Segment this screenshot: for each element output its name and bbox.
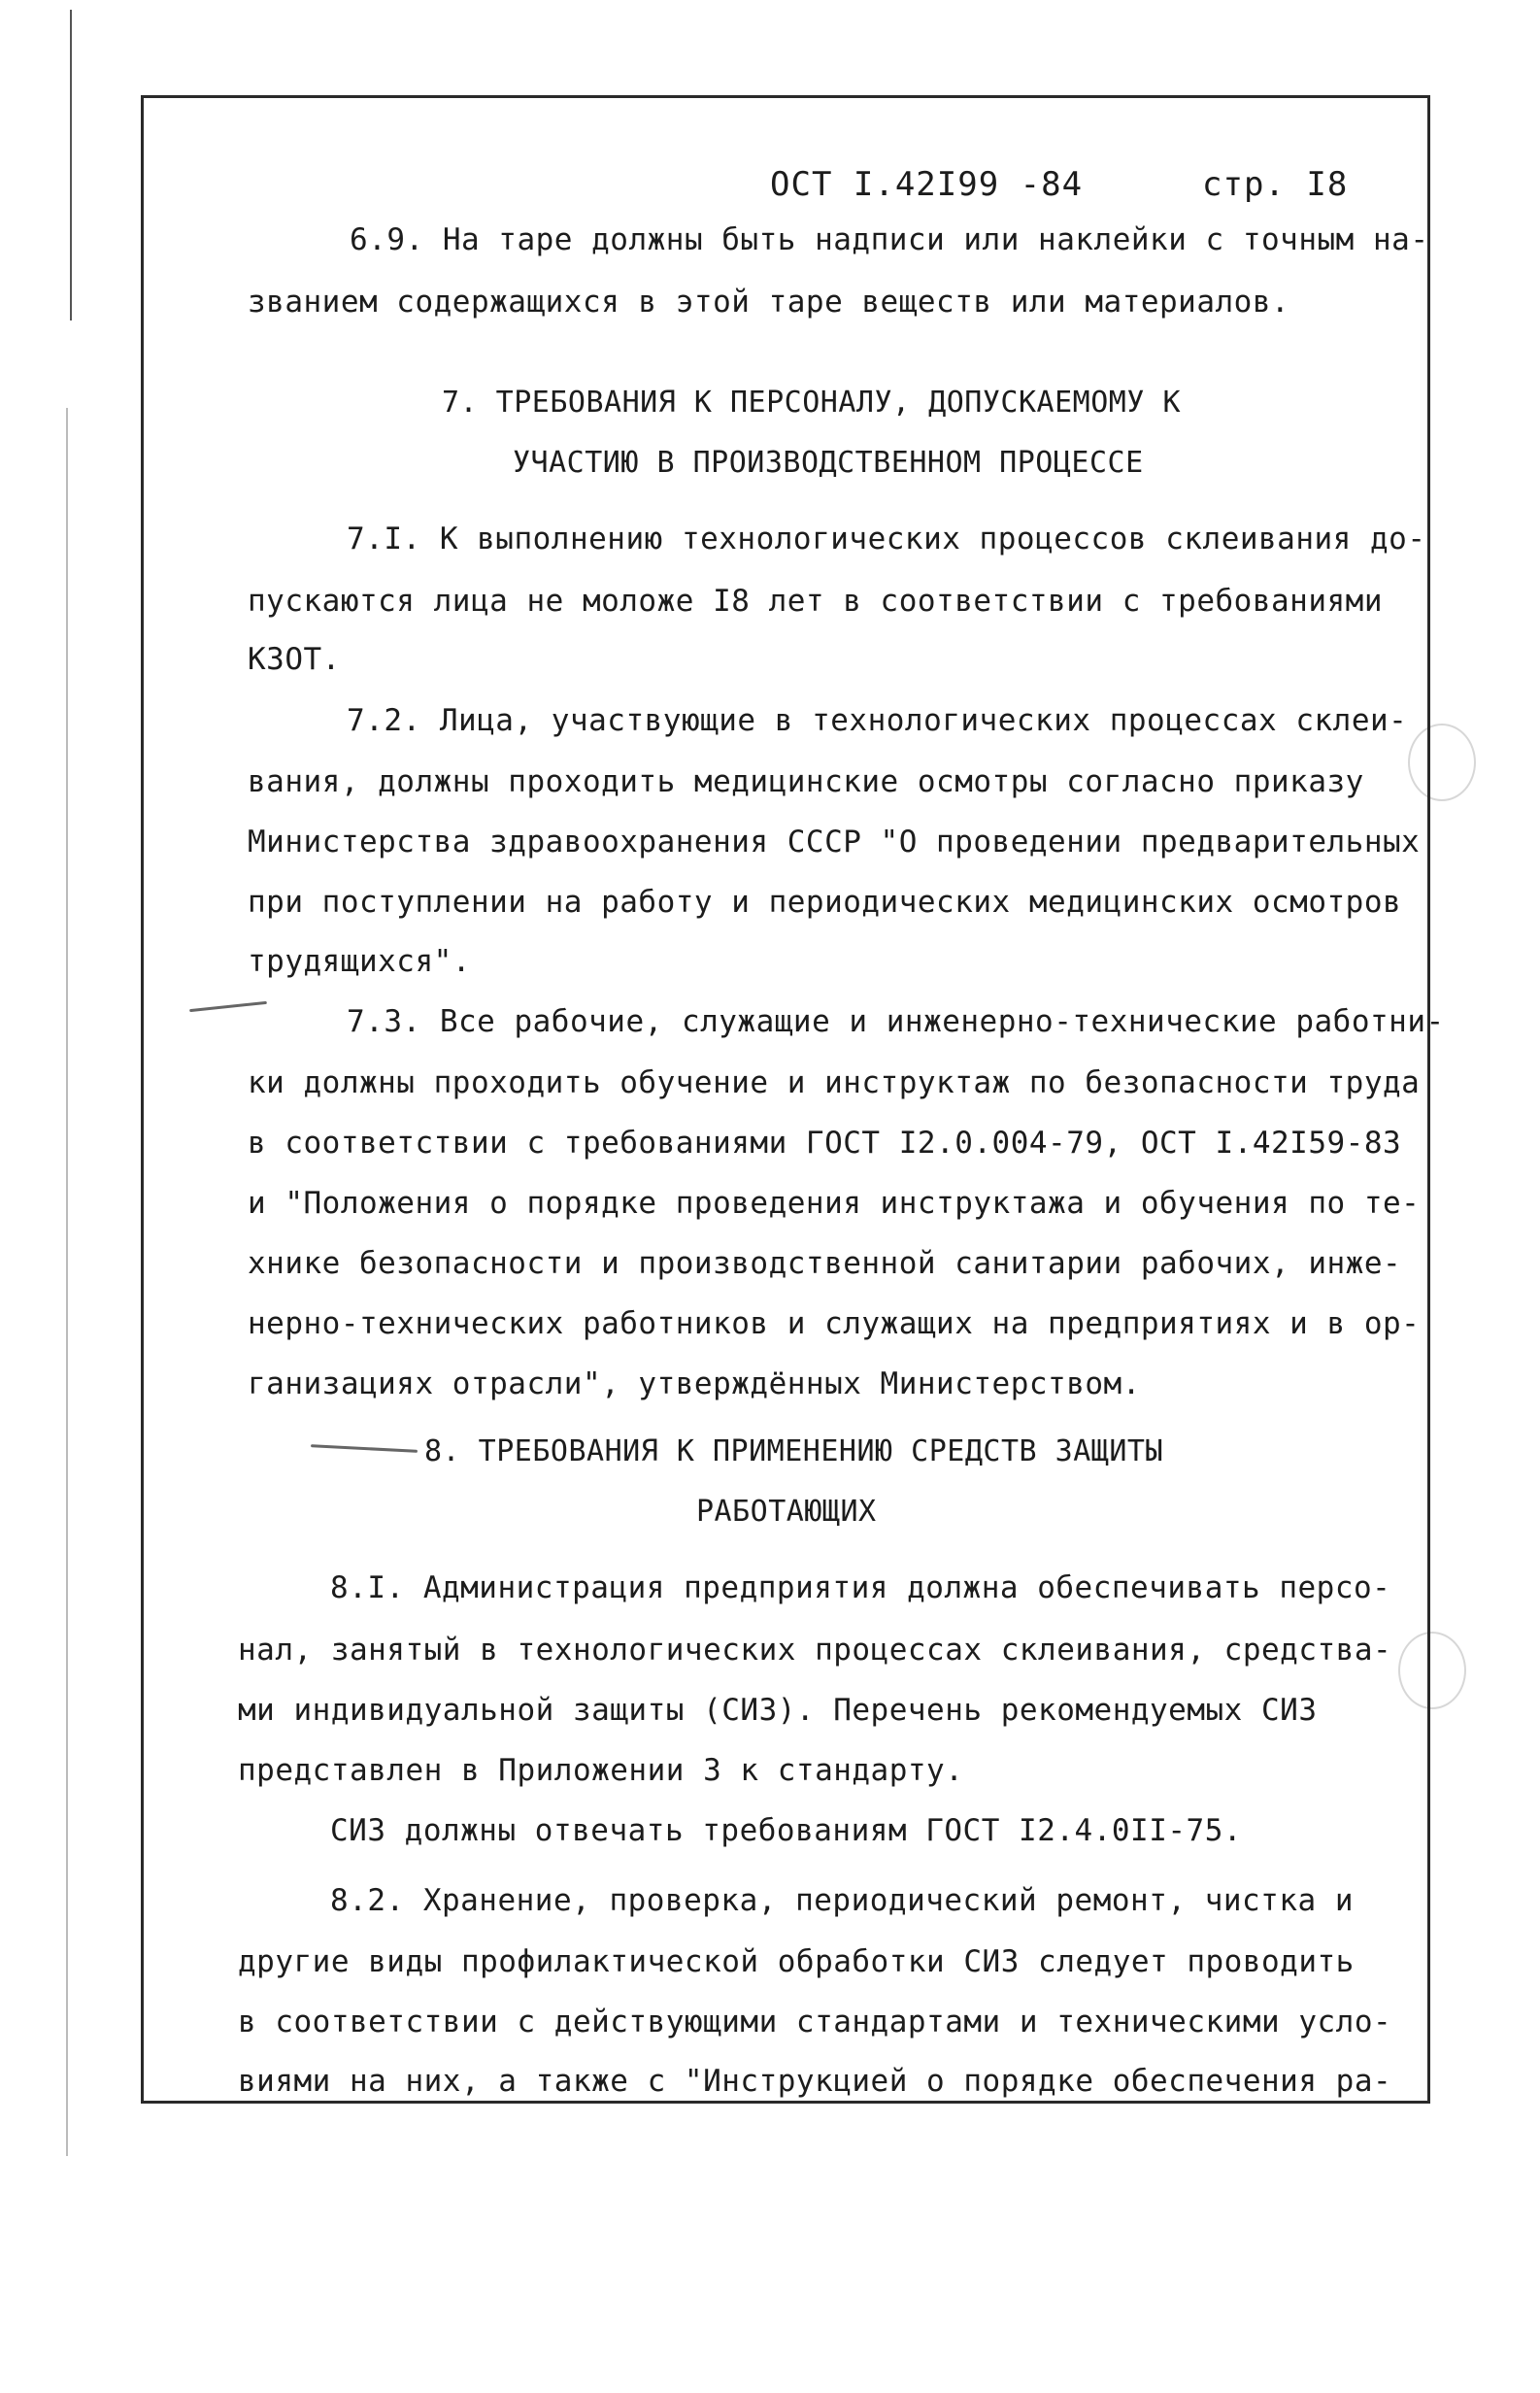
text-line: ки должны проходить обучение и инструктаж по безопасности труда — [248, 1065, 1421, 1100]
text-line: 7.I. К выполнению технологических процессов склеивания до- — [347, 522, 1426, 556]
text-line: хнике безопасности и производственной санитарии рабочих, инже- — [248, 1246, 1402, 1281]
heading-line: 7. ТРЕБОВАНИЯ К ПЕРСОНАЛУ, ДОПУСКАЕМОМУ К — [442, 386, 1182, 420]
text-line: ми индивидуальной защиты (СИЗ). Перечень рекомендуемых СИЗ — [238, 1693, 1318, 1728]
text-line: 8.I. Администрация предприятия должна обеспечивать персо- — [330, 1570, 1391, 1605]
text-line: 6.9. На таре должны быть надписи или наклейки с точным на- — [350, 222, 1429, 257]
text-line: вания, должны проходить медицинские осмотры согласно приказу — [248, 764, 1364, 799]
text-line: другие виды профилактической обработки СИЗ следует проводить — [238, 1944, 1355, 1979]
text-line: в соответствии с требованиями ГОСТ I2.0.004-79, ОСТ I.42I59-83 — [248, 1126, 1402, 1161]
text-line: ганизациях отрасли", утверждённых Министерством. — [248, 1366, 1141, 1401]
text-line: трудящихся". — [248, 944, 471, 979]
text-line: и "Положения о порядке проведения инструктажа и обучения по те- — [248, 1186, 1421, 1221]
text-line: пускаются лица не моложе I8 лет в соответствии с требованиями — [248, 584, 1383, 619]
heading-line: РАБОТАЮЩИХ — [696, 1495, 877, 1529]
text-line: при поступлении на работу и периодических медицинских осмотров — [248, 885, 1402, 920]
text-line: нерно-технических работников и служащих на предприятиях и в ор- — [248, 1306, 1421, 1341]
text-line: виями на них, а также с "Инструкцией о порядке обеспечения ра- — [238, 2064, 1392, 2099]
scan-edge-line — [70, 10, 72, 320]
scan-edge-line-faint — [66, 408, 68, 2156]
text-line: 8.2. Хранение, проверка, периодический ремонт, чистка и — [330, 1883, 1354, 1918]
text-line: нал, занятый в технологических процессах склеивания, средства- — [238, 1633, 1392, 1668]
heading-line: 8. ТРЕБОВАНИЯ К ПРИМЕНЕНИЮ СРЕДСТВ ЗАЩИТЫ — [424, 1434, 1164, 1468]
document-id: ОСТ I.42I99 -84 — [770, 165, 1084, 204]
text-line: КЗОТ. — [248, 642, 341, 677]
page-number: стр. I8 — [1202, 165, 1349, 204]
text-line: представлен в Приложении 3 к стандарту. — [238, 1753, 964, 1788]
text-line: в соответствии с действующими стандартами и техническими усло- — [238, 2005, 1392, 2039]
heading-line: УЧАСТИЮ В ПРОИЗВОДСТВЕННОМ ПРОЦЕССЕ — [513, 446, 1144, 480]
text-line: званием содержащихся в этой таре веществ или материалов. — [248, 285, 1290, 320]
text-line: 7.3. Все рабочие, служащие и инженерно-технические работни- — [347, 1004, 1445, 1039]
text-line: 7.2. Лица, участвующие в технологических процессах склеи- — [347, 703, 1408, 738]
text-line: Министерства здравоохранения СССР "О проведении предварительных — [248, 825, 1421, 859]
text-line: СИЗ должны отвечать требованиям ГОСТ I2.4.0II-75. — [330, 1813, 1243, 1848]
